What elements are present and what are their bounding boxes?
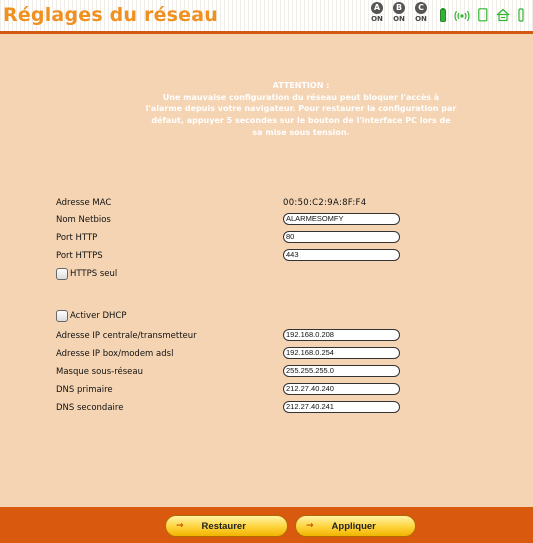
ip-box-label: Adresse IP box/modem adsl (56, 349, 174, 359)
battery-icon (440, 7, 446, 26)
http-port-label: Port HTTP (56, 233, 98, 243)
zone-a-state: ON (371, 15, 383, 23)
https-only-checkbox[interactable] (56, 268, 117, 280)
subnet-mask-label: Masque sous-réseau (56, 367, 143, 377)
dhcp-checkbox-box[interactable] (56, 310, 68, 322)
dns-primary-input[interactable]: 212.27.40.240 (283, 383, 400, 395)
header-bar (0, 0, 533, 34)
arrow-right-icon: → (306, 521, 314, 531)
https-port-input[interactable]: 443 (283, 249, 400, 261)
page-title: Réglages du réseau (3, 4, 219, 26)
apply-button-label: Appliquer (331, 520, 376, 532)
zone-b-state: ON (393, 15, 405, 23)
apply-button[interactable] (295, 515, 416, 537)
warning-text: Une mauvaise configuration du réseau peut bloquer l'accès à l'alarme depuis votre navigateur. Pour restaurer la configuration par défaut, appuyer 5 secondes sur le bouton de l'interface PC lors de sa mise sous tension. (145, 92, 457, 137)
dns-secondary-label: DNS secondaire (56, 403, 124, 413)
ip-box-input[interactable]: 192.168.0.254 (283, 347, 400, 359)
home-alarm-icon (496, 7, 510, 26)
dns-primary-label: DNS primaire (56, 385, 113, 395)
footer-bar (0, 507, 533, 543)
sim-card-icon (478, 7, 488, 26)
radio-signal-icon (454, 7, 470, 26)
https-only-label: HTTPS seul (70, 269, 118, 279)
restore-button[interactable] (165, 515, 288, 537)
warning-title: ATTENTION : (272, 81, 330, 90)
netbios-input[interactable]: ALARMESOMFY (283, 213, 400, 225)
https-only-checkbox-box[interactable] (56, 268, 68, 280)
status-area (366, 2, 524, 30)
zone-b-icon: B (393, 2, 405, 14)
mac-address-value: 00:50:C2:9A:8F:F4 (283, 198, 367, 208)
warning-message (145, 80, 457, 139)
http-port-input[interactable]: 80 (283, 231, 400, 243)
dhcp-label: Activer DHCP (70, 311, 127, 321)
mac-address-label: Adresse MAC (56, 198, 112, 208)
zone-b-indicator (388, 2, 410, 24)
netbios-label: Nom Netbios (56, 215, 111, 225)
ip-central-input[interactable]: 192.168.0.208 (283, 329, 400, 341)
zone-a-icon: A (371, 2, 383, 14)
zone-a-indicator (366, 2, 388, 24)
zone-c-state: ON (415, 15, 427, 23)
dns-secondary-input[interactable]: 212.27.40.241 (283, 401, 400, 413)
subnet-mask-input[interactable]: 255.255.255.0 (283, 365, 400, 377)
https-port-label: Port HTTPS (56, 251, 103, 261)
info-icon (518, 7, 524, 26)
zone-c-icon: C (415, 2, 427, 14)
restore-button-label: Restaurer (201, 520, 246, 532)
zone-c-indicator (410, 2, 432, 24)
dhcp-checkbox[interactable] (56, 310, 127, 322)
arrow-right-icon: → (176, 521, 184, 531)
ip-central-label: Adresse IP centrale/transmetteur (56, 331, 197, 341)
